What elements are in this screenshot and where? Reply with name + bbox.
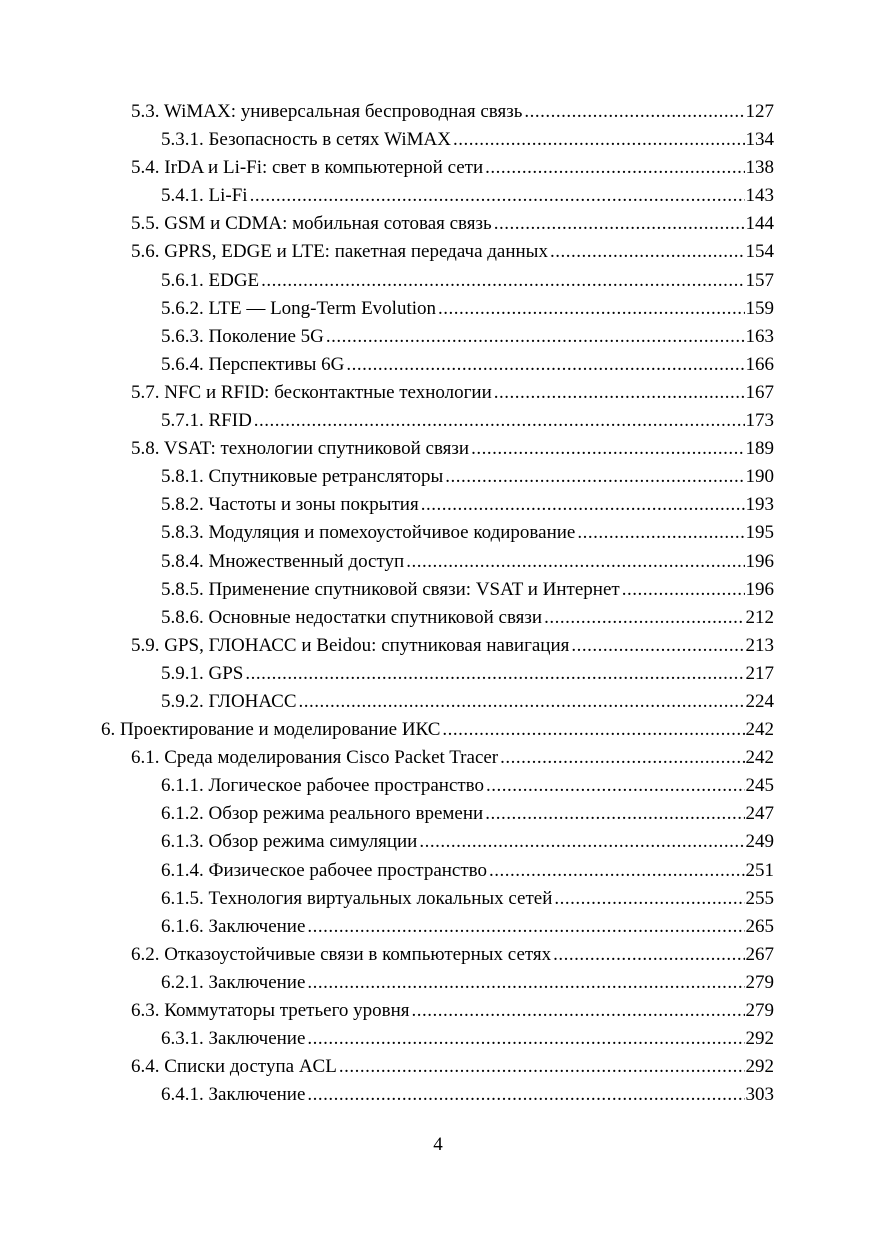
toc-leader-dots [326,323,745,351]
toc-leader-dots [622,576,745,604]
toc-entry-page: 193 [745,494,774,516]
toc-leader-dots [307,1081,744,1109]
toc-entry [0,519,876,547]
toc-entry-page: 159 [745,297,774,319]
toc-entry [0,295,876,323]
toc-entry [0,548,876,576]
toc-entry [0,800,876,828]
toc-entry [0,828,876,856]
toc-entry-page: 190 [745,466,774,488]
toc-entry-title: 5.4. IrDA и Li-Fi: свет в компьютерной сети [131,157,484,179]
toc-entry [0,1025,876,1053]
toc-entry [0,604,876,632]
toc-entry-title: 5.3. WiMAX: универсальная беспроводная связь [131,101,523,122]
toc-leader-dots [577,519,744,547]
toc-leader-dots [486,772,744,800]
toc-entry-title: 6.1.1. Логическое рабочее пространство [161,775,485,797]
toc-entry [0,885,876,913]
toc-entry [0,969,876,997]
toc-entry [0,997,876,1025]
toc-entry-page: 279 [745,971,774,993]
toc-entry-page: 242 [745,719,774,741]
toc-leader-dots [346,351,744,379]
page-number: 4 [433,1134,443,1155]
toc-entry-title: 5.8.3. Модуляция и помехоустойчивое кодирование [161,522,576,544]
toc-leader-dots [554,885,744,913]
toc-entry [0,660,876,688]
toc-entry [0,491,876,519]
toc-entry-page: 251 [745,859,774,881]
toc-entry [0,913,876,941]
toc-entry-page: 292 [745,1056,774,1078]
toc-leader-dots [453,126,745,154]
toc-leader-dots [245,660,744,688]
toc-entry-title: 5.8.1. Спутниковые ретрансляторы [161,466,444,488]
toc-entry [0,182,876,210]
toc-leader-dots [445,463,744,491]
toc-entry [0,126,876,154]
toc-entry-title: 5.9. GPS, ГЛОНАСС и Beidou: спутниковая навигация [131,634,570,656]
toc-entry-title: 5.5. GSM и CDMA: мобильная сотовая связь [131,213,492,235]
toc-entry [0,576,876,604]
toc-entry-title: 6.1. Среда моделирования Cisco Packet Tracer [131,747,499,769]
toc-entry-page: 245 [745,775,774,797]
toc-entry-title: 6.3. Коммутаторы третьего уровня [131,1000,410,1021]
toc-entry-title: 6.4.1. Заключение [161,1084,306,1106]
toc-leader-dots [307,969,744,997]
toc-leader-dots [494,379,745,407]
toc-entry-page: 196 [745,550,774,572]
toc-leader-dots [421,491,745,519]
toc-entry-title: 5.7. NFC и RFID: бесконтактные технологии [131,381,492,403]
toc-entry [0,379,876,407]
toc-leader-dots [494,210,745,238]
toc-entry-title: 6.3.1. Заключение [161,1028,306,1050]
toc-entry-page: 249 [745,831,774,853]
toc-entry-title: 6.1.3. Обзор режима симуляции [161,831,418,853]
toc-entry-title: 6.2. Отказоустойчивые связи в компьютерных сетях [131,943,552,965]
toc-entry-page: 167 [745,381,774,403]
toc-entry [0,744,876,772]
toc-entry-title: 5.6.1. EDGE [161,269,260,291]
toc-entry-page: 265 [745,915,774,937]
toc-entry [0,210,876,238]
toc-leader-dots [406,548,744,576]
toc-leader-dots [489,857,745,885]
toc-entry [0,1053,876,1081]
toc-leader-dots [339,1053,745,1081]
toc-entry-title: 6.1.5. Технология виртуальных локальных сетей [161,887,553,909]
table-of-contents [0,98,876,1109]
toc-entry-title: 5.8.4. Множественный доступ [161,550,405,572]
toc-leader-dots [307,913,744,941]
toc-entry-page: 173 [745,410,774,432]
toc-entry [0,1081,876,1109]
toc-entry [0,772,876,800]
toc-entry [0,154,876,182]
toc-leader-dots [524,98,744,126]
toc-entry [0,463,876,491]
toc-entry-page: 247 [745,803,774,825]
toc-entry-page: 303 [745,1084,774,1106]
toc-leader-dots [412,997,745,1025]
toc-entry-title: 6.1.6. Заключение [161,915,306,937]
toc-entry-page: 212 [745,606,774,628]
toc-leader-dots [250,182,745,210]
toc-leader-dots [485,154,744,182]
toc-entry-page: 163 [745,325,774,347]
toc-entry [0,98,876,126]
toc-entry-page: 143 [745,185,774,207]
toc-entry-page: 255 [745,887,774,909]
toc-leader-dots [438,295,744,323]
toc-entry-title: 5.8.6. Основные недостатки спутниковой связи [161,606,543,628]
toc-entry-title: 5.3.1. Безопасность в сетях WiMAX [161,129,451,151]
toc-entry [0,407,876,435]
toc-entry [0,267,876,295]
toc-leader-dots [571,632,744,660]
toc-entry [0,941,876,969]
toc-entry-title: 5.6.4. Перспективы 6G [161,353,345,375]
toc-leader-dots [261,267,744,295]
toc-entry-page: 195 [745,522,774,544]
toc-entry-page: 217 [745,662,774,684]
toc-entry-title: 6. Проектирование и моделирование ИКС [101,719,441,741]
toc-leader-dots [471,435,744,463]
toc-entry-title: 5.4.1. Li-Fi [161,185,248,207]
toc-entry-page: 189 [745,438,774,460]
toc-leader-dots [299,688,745,716]
toc-entry-page: 127 [745,101,774,122]
toc-entry-title: 6.1.4. Физическое рабочее пространство [161,859,487,881]
toc-entry-page: 154 [745,241,774,263]
toc-leader-dots [419,828,744,856]
toc-leader-dots [544,604,744,632]
toc-entry-page: 267 [745,943,774,965]
toc-entry [0,716,876,744]
toc-entry [0,323,876,351]
toc-entry-title: 6.1.2. Обзор режима реального времени [161,803,484,825]
toc-entry [0,857,876,885]
toc-entry-title: 5.6.2. LTE — Long-Term Evolution [161,297,437,319]
toc-leader-dots [485,800,744,828]
toc-leader-dots [442,716,744,744]
toc-leader-dots [307,1025,744,1053]
toc-leader-dots [550,238,745,266]
toc-entry-title: 5.7.1. RFID [161,410,252,432]
toc-entry-page: 138 [745,157,774,179]
toc-entry-page: 292 [745,1028,774,1050]
toc-entry-title: 5.6. GPRS, EDGE и LTE: пакетная передача данных [131,241,548,263]
toc-entry-title: 5.8. VSAT: технологии спутниковой связи [131,438,470,460]
toc-entry-page: 166 [745,353,774,375]
toc-leader-dots [553,941,744,969]
toc-leader-dots [500,744,744,772]
toc-entry-title: 6.2.1. Заключение [161,971,306,993]
toc-entry-title: 5.6.3. Поколение 5G [161,325,324,347]
toc-leader-dots [254,407,745,435]
toc-entry [0,351,876,379]
toc-entry-page: 224 [745,690,774,712]
toc-entry-page: 242 [745,747,774,769]
toc-entry-title: 6.4. Списки доступа ACL [131,1056,337,1078]
toc-entry-title: 5.8.5. Применение спутниковой связи: VSAT и Интернет [161,578,620,600]
toc-entry-title: 5.9.2. ГЛОНАСС [161,690,297,712]
toc-entry [0,632,876,660]
toc-entry-title: 5.9.1. GPS [161,662,244,684]
toc-entry [0,238,876,266]
toc-entry-page: 144 [745,213,774,235]
toc-entry-title: 5.8.2. Частоты и зоны покрытия [161,494,419,516]
toc-entry [0,688,876,716]
toc-entry-page: 196 [745,578,774,600]
toc-entry [0,435,876,463]
toc-entry-page: 134 [745,129,774,151]
toc-entry-page: 279 [745,1000,774,1021]
toc-entry-page: 213 [745,634,774,656]
toc-entry-page: 157 [745,269,774,291]
